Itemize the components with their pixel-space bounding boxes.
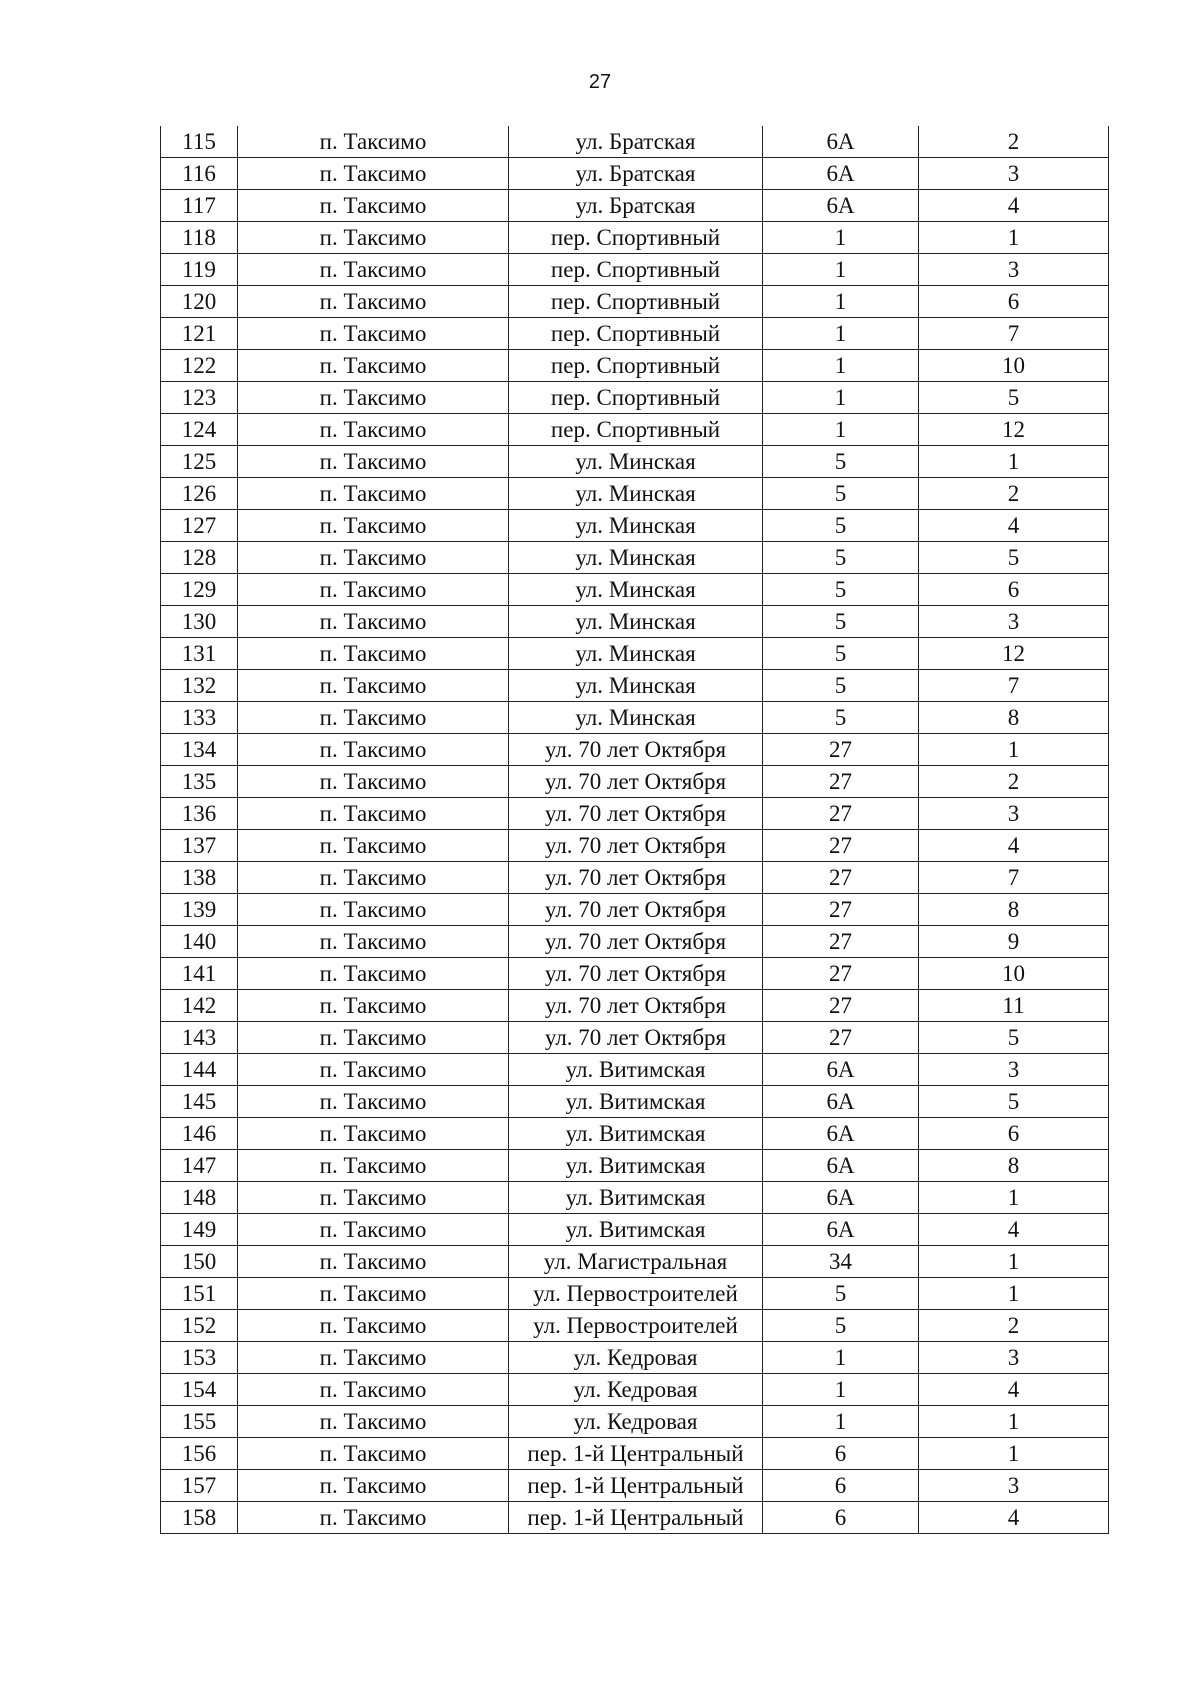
- street-cell: ул. Витимская: [509, 1150, 763, 1182]
- settlement-cell: п. Таксимо: [238, 1406, 509, 1438]
- house-number-cell: 27: [763, 734, 919, 766]
- settlement-cell: п. Таксимо: [238, 606, 509, 638]
- street-cell: ул. Первостроителей: [509, 1278, 763, 1310]
- settlement-cell: п. Таксимо: [238, 1214, 509, 1246]
- settlement-cell: п. Таксимо: [238, 1438, 509, 1470]
- settlement-cell: п. Таксимо: [238, 382, 509, 414]
- table-row: [161, 1502, 1109, 1534]
- street-cell: пер. Спортивный: [509, 414, 763, 446]
- apartment-number-cell: 8: [919, 894, 1109, 926]
- house-number-cell: 27: [763, 830, 919, 862]
- settlement-cell: п. Таксимо: [238, 830, 509, 862]
- house-number-cell: 1: [763, 382, 919, 414]
- apartment-number-cell: 2: [919, 478, 1109, 510]
- street-cell: ул. 70 лет Октября: [509, 958, 763, 990]
- settlement-cell: п. Таксимо: [238, 1246, 509, 1278]
- table-row: [161, 1278, 1109, 1310]
- house-number-cell: 6А: [763, 1086, 919, 1118]
- house-number-cell: 27: [763, 766, 919, 798]
- table-row: [161, 222, 1109, 254]
- house-number-cell: 1: [763, 286, 919, 318]
- house-number-cell: 5: [763, 542, 919, 574]
- apartment-number-cell: 4: [919, 190, 1109, 222]
- row-number-cell: 149: [161, 1214, 238, 1246]
- apartment-number-cell: 8: [919, 1150, 1109, 1182]
- house-number-cell: 1: [763, 222, 919, 254]
- table-row: [161, 446, 1109, 478]
- settlement-cell: п. Таксимо: [238, 414, 509, 446]
- house-number-cell: 5: [763, 478, 919, 510]
- settlement-cell: п. Таксимо: [238, 222, 509, 254]
- settlement-cell: п. Таксимо: [238, 990, 509, 1022]
- row-number-cell: 115: [161, 126, 238, 158]
- table-row: [161, 382, 1109, 414]
- settlement-cell: п. Таксимо: [238, 254, 509, 286]
- settlement-cell: п. Таксимо: [238, 702, 509, 734]
- house-number-cell: 27: [763, 990, 919, 1022]
- house-number-cell: 5: [763, 702, 919, 734]
- row-number-cell: 122: [161, 350, 238, 382]
- apartment-number-cell: 3: [919, 1470, 1109, 1502]
- street-cell: ул. Минская: [509, 446, 763, 478]
- row-number-cell: 136: [161, 798, 238, 830]
- house-number-cell: 5: [763, 670, 919, 702]
- settlement-cell: п. Таксимо: [238, 766, 509, 798]
- table-row: [161, 318, 1109, 350]
- house-number-cell: 6А: [763, 1214, 919, 1246]
- apartment-number-cell: 7: [919, 318, 1109, 350]
- settlement-cell: п. Таксимо: [238, 446, 509, 478]
- table-row: [161, 926, 1109, 958]
- house-number-cell: 1: [763, 1342, 919, 1374]
- row-number-cell: 146: [161, 1118, 238, 1150]
- street-cell: ул. Минская: [509, 670, 763, 702]
- street-cell: ул. 70 лет Октября: [509, 798, 763, 830]
- row-number-cell: 144: [161, 1054, 238, 1086]
- apartment-number-cell: 5: [919, 542, 1109, 574]
- table-row: [161, 478, 1109, 510]
- table-row: [161, 894, 1109, 926]
- apartment-number-cell: 2: [919, 1310, 1109, 1342]
- street-cell: ул. Минская: [509, 702, 763, 734]
- row-number-cell: 124: [161, 414, 238, 446]
- row-number-cell: 119: [161, 254, 238, 286]
- settlement-cell: п. Таксимо: [238, 1310, 509, 1342]
- apartment-number-cell: 1: [919, 1182, 1109, 1214]
- house-number-cell: 5: [763, 638, 919, 670]
- row-number-cell: 143: [161, 1022, 238, 1054]
- house-number-cell: 6: [763, 1502, 919, 1534]
- apartment-number-cell: 3: [919, 606, 1109, 638]
- street-cell: ул. Братская: [509, 158, 763, 190]
- apartment-number-cell: 1: [919, 1246, 1109, 1278]
- table-row: [161, 830, 1109, 862]
- row-number-cell: 141: [161, 958, 238, 990]
- settlement-cell: п. Таксимо: [238, 318, 509, 350]
- apartment-number-cell: 2: [919, 126, 1109, 158]
- apartment-number-cell: 8: [919, 702, 1109, 734]
- apartment-number-cell: 7: [919, 670, 1109, 702]
- street-cell: пер. Спортивный: [509, 382, 763, 414]
- street-cell: пер. 1-й Центральный: [509, 1470, 763, 1502]
- table-row: [161, 1406, 1109, 1438]
- apartment-number-cell: 11: [919, 990, 1109, 1022]
- house-number-cell: 5: [763, 446, 919, 478]
- table-row: [161, 190, 1109, 222]
- settlement-cell: п. Таксимо: [238, 734, 509, 766]
- street-cell: ул. Минская: [509, 574, 763, 606]
- apartment-number-cell: 6: [919, 574, 1109, 606]
- apartment-number-cell: 1: [919, 1438, 1109, 1470]
- house-number-cell: 5: [763, 606, 919, 638]
- row-number-cell: 134: [161, 734, 238, 766]
- house-number-cell: 27: [763, 958, 919, 990]
- table-row: [161, 606, 1109, 638]
- settlement-cell: п. Таксимо: [238, 574, 509, 606]
- street-cell: пер. Спортивный: [509, 318, 763, 350]
- house-number-cell: 1: [763, 414, 919, 446]
- house-number-cell: 1: [763, 1374, 919, 1406]
- row-number-cell: 148: [161, 1182, 238, 1214]
- house-number-cell: 6А: [763, 1182, 919, 1214]
- house-number-cell: 27: [763, 926, 919, 958]
- apartment-number-cell: 3: [919, 798, 1109, 830]
- house-number-cell: 6А: [763, 158, 919, 190]
- row-number-cell: 137: [161, 830, 238, 862]
- street-cell: ул. 70 лет Октября: [509, 926, 763, 958]
- row-number-cell: 128: [161, 542, 238, 574]
- street-cell: ул. Кедровая: [509, 1374, 763, 1406]
- row-number-cell: 131: [161, 638, 238, 670]
- settlement-cell: п. Таксимо: [238, 1022, 509, 1054]
- table-row: [161, 286, 1109, 318]
- apartment-number-cell: 4: [919, 830, 1109, 862]
- settlement-cell: п. Таксимо: [238, 1278, 509, 1310]
- street-cell: ул. Кедровая: [509, 1406, 763, 1438]
- settlement-cell: п. Таксимо: [238, 1374, 509, 1406]
- street-cell: ул. 70 лет Октября: [509, 990, 763, 1022]
- table-row: [161, 1438, 1109, 1470]
- table-row: [161, 158, 1109, 190]
- row-number-cell: 152: [161, 1310, 238, 1342]
- apartment-number-cell: 10: [919, 958, 1109, 990]
- apartment-number-cell: 12: [919, 414, 1109, 446]
- settlement-cell: п. Таксимо: [238, 1182, 509, 1214]
- house-number-cell: 27: [763, 798, 919, 830]
- apartment-number-cell: 5: [919, 382, 1109, 414]
- apartment-number-cell: 6: [919, 286, 1109, 318]
- apartment-number-cell: 3: [919, 158, 1109, 190]
- table-row: [161, 542, 1109, 574]
- street-cell: ул. Братская: [509, 190, 763, 222]
- table-row: [161, 766, 1109, 798]
- row-number-cell: 118: [161, 222, 238, 254]
- row-number-cell: 140: [161, 926, 238, 958]
- table-row: [161, 1470, 1109, 1502]
- row-number-cell: 127: [161, 510, 238, 542]
- street-cell: ул. Братская: [509, 126, 763, 158]
- apartment-number-cell: 4: [919, 1374, 1109, 1406]
- row-number-cell: 138: [161, 862, 238, 894]
- apartment-number-cell: 1: [919, 222, 1109, 254]
- settlement-cell: п. Таксимо: [238, 1342, 509, 1374]
- table-row: [161, 1086, 1109, 1118]
- table-row: [161, 734, 1109, 766]
- house-number-cell: 1: [763, 350, 919, 382]
- row-number-cell: 147: [161, 1150, 238, 1182]
- table-row: [161, 350, 1109, 382]
- apartment-number-cell: 4: [919, 510, 1109, 542]
- apartment-number-cell: 3: [919, 1342, 1109, 1374]
- table-row: [161, 1054, 1109, 1086]
- street-cell: ул. Витимская: [509, 1086, 763, 1118]
- apartment-number-cell: 4: [919, 1214, 1109, 1246]
- house-number-cell: 27: [763, 894, 919, 926]
- settlement-cell: п. Таксимо: [238, 1118, 509, 1150]
- row-number-cell: 125: [161, 446, 238, 478]
- street-cell: ул. Минская: [509, 478, 763, 510]
- apartment-number-cell: 6: [919, 1118, 1109, 1150]
- row-number-cell: 139: [161, 894, 238, 926]
- row-number-cell: 133: [161, 702, 238, 734]
- apartment-number-cell: 9: [919, 926, 1109, 958]
- street-cell: пер. Спортивный: [509, 222, 763, 254]
- row-number-cell: 123: [161, 382, 238, 414]
- settlement-cell: п. Таксимо: [238, 286, 509, 318]
- table-row: [161, 510, 1109, 542]
- settlement-cell: п. Таксимо: [238, 542, 509, 574]
- table-row: [161, 990, 1109, 1022]
- settlement-cell: п. Таксимо: [238, 158, 509, 190]
- house-number-cell: 27: [763, 862, 919, 894]
- house-number-cell: 5: [763, 510, 919, 542]
- table-row: [161, 1118, 1109, 1150]
- settlement-cell: п. Таксимо: [238, 1054, 509, 1086]
- page-number: 27: [588, 71, 612, 93]
- settlement-cell: п. Таксимо: [238, 1150, 509, 1182]
- settlement-cell: п. Таксимо: [238, 126, 509, 158]
- row-number-cell: 126: [161, 478, 238, 510]
- apartment-number-cell: 3: [919, 254, 1109, 286]
- settlement-cell: п. Таксимо: [238, 350, 509, 382]
- apartment-number-cell: 1: [919, 734, 1109, 766]
- street-cell: пер. 1-й Центральный: [509, 1438, 763, 1470]
- settlement-cell: п. Таксимо: [238, 958, 509, 990]
- house-number-cell: 1: [763, 1406, 919, 1438]
- house-number-cell: 1: [763, 254, 919, 286]
- street-cell: ул. Минская: [509, 510, 763, 542]
- address-table-body: [161, 126, 1109, 1534]
- street-cell: пер. Спортивный: [509, 350, 763, 382]
- street-cell: ул. Минская: [509, 606, 763, 638]
- settlement-cell: п. Таксимо: [238, 862, 509, 894]
- house-number-cell: 27: [763, 1022, 919, 1054]
- row-number-cell: 158: [161, 1502, 238, 1534]
- table-row: [161, 638, 1109, 670]
- house-number-cell: 6А: [763, 1054, 919, 1086]
- house-number-cell: 6: [763, 1470, 919, 1502]
- street-cell: ул. Минская: [509, 542, 763, 574]
- table-row: [161, 798, 1109, 830]
- apartment-number-cell: 1: [919, 1278, 1109, 1310]
- street-cell: пер. Спортивный: [509, 286, 763, 318]
- street-cell: ул. Витимская: [509, 1054, 763, 1086]
- house-number-cell: 6А: [763, 1150, 919, 1182]
- settlement-cell: п. Таксимо: [238, 1086, 509, 1118]
- row-number-cell: 145: [161, 1086, 238, 1118]
- street-cell: ул. Первостроителей: [509, 1310, 763, 1342]
- house-number-cell: 5: [763, 1310, 919, 1342]
- table-row: [161, 670, 1109, 702]
- settlement-cell: п. Таксимо: [238, 1470, 509, 1502]
- row-number-cell: 150: [161, 1246, 238, 1278]
- row-number-cell: 142: [161, 990, 238, 1022]
- table-row: [161, 254, 1109, 286]
- row-number-cell: 157: [161, 1470, 238, 1502]
- street-cell: ул. Витимская: [509, 1118, 763, 1150]
- row-number-cell: 129: [161, 574, 238, 606]
- street-cell: ул. 70 лет Октября: [509, 830, 763, 862]
- street-cell: пер. Спортивный: [509, 254, 763, 286]
- street-cell: ул. 70 лет Октября: [509, 1022, 763, 1054]
- row-number-cell: 132: [161, 670, 238, 702]
- house-number-cell: 5: [763, 1278, 919, 1310]
- street-cell: ул. 70 лет Октября: [509, 734, 763, 766]
- street-cell: ул. Витимская: [509, 1214, 763, 1246]
- table-row: [161, 958, 1109, 990]
- address-table: [160, 126, 1109, 1534]
- apartment-number-cell: 10: [919, 350, 1109, 382]
- apartment-number-cell: 1: [919, 1406, 1109, 1438]
- house-number-cell: 34: [763, 1246, 919, 1278]
- apartment-number-cell: 2: [919, 766, 1109, 798]
- house-number-cell: 5: [763, 574, 919, 606]
- street-cell: ул. 70 лет Октября: [509, 766, 763, 798]
- table-row: [161, 414, 1109, 446]
- settlement-cell: п. Таксимо: [238, 798, 509, 830]
- settlement-cell: п. Таксимо: [238, 926, 509, 958]
- apartment-number-cell: 1: [919, 446, 1109, 478]
- street-cell: пер. 1-й Центральный: [509, 1502, 763, 1534]
- apartment-number-cell: 4: [919, 1502, 1109, 1534]
- settlement-cell: п. Таксимо: [238, 894, 509, 926]
- row-number-cell: 116: [161, 158, 238, 190]
- row-number-cell: 154: [161, 1374, 238, 1406]
- settlement-cell: п. Таксимо: [238, 670, 509, 702]
- row-number-cell: 135: [161, 766, 238, 798]
- table-row: [161, 702, 1109, 734]
- apartment-number-cell: 5: [919, 1086, 1109, 1118]
- table-row: [161, 1246, 1109, 1278]
- street-cell: ул. 70 лет Октября: [509, 894, 763, 926]
- settlement-cell: п. Таксимо: [238, 1502, 509, 1534]
- row-number-cell: 120: [161, 286, 238, 318]
- table-row: [161, 1310, 1109, 1342]
- street-cell: ул. Витимская: [509, 1182, 763, 1214]
- row-number-cell: 156: [161, 1438, 238, 1470]
- table-row: [161, 862, 1109, 894]
- row-number-cell: 130: [161, 606, 238, 638]
- table-row: [161, 126, 1109, 158]
- row-number-cell: 151: [161, 1278, 238, 1310]
- row-number-cell: 155: [161, 1406, 238, 1438]
- table-row: [161, 1374, 1109, 1406]
- street-cell: ул. Минская: [509, 638, 763, 670]
- settlement-cell: п. Таксимо: [238, 478, 509, 510]
- house-number-cell: 6А: [763, 126, 919, 158]
- house-number-cell: 1: [763, 318, 919, 350]
- street-cell: ул. Кедровая: [509, 1342, 763, 1374]
- table-row: [161, 1022, 1109, 1054]
- table-row: [161, 1342, 1109, 1374]
- house-number-cell: 6: [763, 1438, 919, 1470]
- table-row: [161, 1150, 1109, 1182]
- row-number-cell: 153: [161, 1342, 238, 1374]
- row-number-cell: 117: [161, 190, 238, 222]
- apartment-number-cell: 7: [919, 862, 1109, 894]
- row-number-cell: 121: [161, 318, 238, 350]
- settlement-cell: п. Таксимо: [238, 190, 509, 222]
- table-row: [161, 1182, 1109, 1214]
- apartment-number-cell: 5: [919, 1022, 1109, 1054]
- table-row: [161, 574, 1109, 606]
- apartment-number-cell: 3: [919, 1054, 1109, 1086]
- street-cell: ул. Магистральная: [509, 1246, 763, 1278]
- settlement-cell: п. Таксимо: [238, 638, 509, 670]
- settlement-cell: п. Таксимо: [238, 510, 509, 542]
- street-cell: ул. 70 лет Октября: [509, 862, 763, 894]
- apartment-number-cell: 12: [919, 638, 1109, 670]
- house-number-cell: 6А: [763, 1118, 919, 1150]
- house-number-cell: 6А: [763, 190, 919, 222]
- table-row: [161, 1214, 1109, 1246]
